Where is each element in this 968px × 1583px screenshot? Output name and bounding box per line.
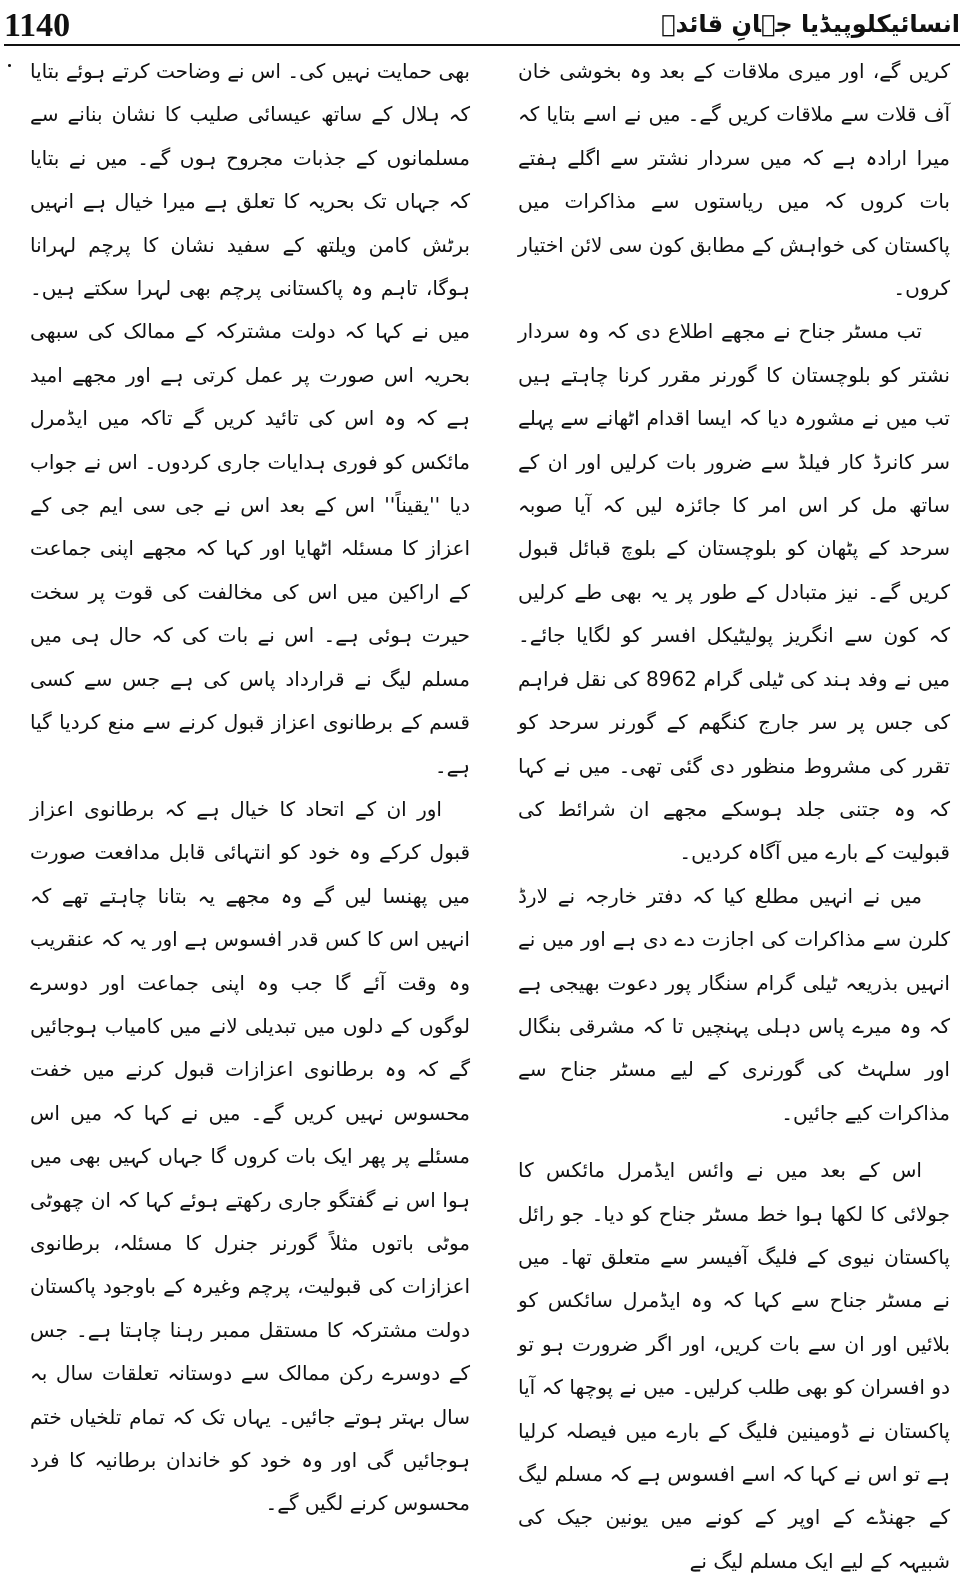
- running-title: انسائیکلوپیڈیا جہانِ قائدؒ: [661, 10, 960, 38]
- margin-dot: [8, 64, 11, 67]
- left-column: [30, 50, 470, 1516]
- paragraph: میں نے انہیں مطلع کیا کہ دفتر خارجہ نے لارڈ کلرن سے مذاکرات کی اجازت دے دی ہے اور میں نے انہیں بذریعہ ٹیلی گرام سنگار پور دعوت بھیجی ہے کہ وہ میرے پاس دہلی پہنچیں تا کہ مشرقی بنگال اور سلہٹ کی گورنری کے لیے مسٹر جناح سے مذاکرات کیے جائیں۔: [518, 883, 950, 1125]
- right-column: [518, 50, 950, 1573]
- paragraph: کریں گے، اور میری ملاقات کے بعد وہ بخوشی خان آف قلات سے ملاقات کریں گے۔ میں نے اسے بتایا کہ میرا ارادہ ہے کہ میں سردار نشتر سے اگلے ہفتے بات کروں کہ میں ریاستوں سے مذاکرات میں پاکستان کی خواہش کے مطابق کون سی لائن اختیار کروں۔: [518, 59, 950, 301]
- page-header: [0, 0, 968, 50]
- paragraph: بھی حمایت نہیں کی۔ اس نے وضاحت کرتے ہوئے بتایا کہ ہلال کے ساتھ عیسائی صلیب کا نشان بنانے سے مسلمانوں کے جذبات مجروح ہوں گے۔ میں نے بتایا کہ جہاں تک بحریہ کا تعلق ہے میرا خیال ہے انہیں برٹش کامن ویلتھ کے سفید نشان کا پرچم لہرانا ہوگا، تاہم وہ پاکستانی پرچم بھی لہرا سکتے ہیں۔ میں نے کہا کہ دولت مشترکہ کے ممالک کی سبھی بحریہ اس صورت پر عمل کرتی ہے اور مجھے امید ہے کہ وہ اس کی تائید کریں گے تاکہ میں ایڈمرل مائکس کو فوری ہدایات جاری کردوں۔ اس نے جواب دیا ''یقیناً'' اس کے بعد اس نے جی سی ایم جی کے اعزاز کا مسئلہ اٹھایا اور کہا کہ مجھے اپنی جماعت کے اراکین میں اس کی مخالفت کی قوت پر سخت حیرت ہوئی ہے۔ اس نے بات کی کہ حال ہی میں مسلم لیگ نے قرارداد پاس کی ہے جس سے کسی قسم کے برطانوی اعزاز قبول کرنے سے منع کردیا گیا ہے۔: [30, 59, 470, 778]
- paragraph: اس کے بعد میں نے وائس ایڈمرل مائکس کا جولائی کا لکھا ہوا خط مسٹر جناح کو دیا۔ جو رائل پاکستان نیوی کے فلیگ آفیسر سے متعلق تھا۔ میں نے مسٹر جناح سے کہا کہ وہ ایڈمرل سائکس کو بلائیں اور ان سے بات کریں، اور اگر ضرورت ہو تو دو افسران کو بھی طلب کرلیں۔ میں نے پوچھا کہ آیا پاکستان نے ڈومینین فلیگ کے بارے میں فیصلہ کرلیا ہے تو اس نے کہا کہ اسے افسوس ہے کہ مسلم لیگ کے جھنڈے کے اوپر کے کونے میں یونین جیک کی شبیہہ کے لیے ایک مسلم لیگ نے: [518, 1158, 950, 1573]
- page-number: 1140: [4, 7, 71, 44]
- paragraph: تب مسٹر جناح نے مجھے اطلاع دی کہ وہ سردار نشتر کو بلوچستان کا گورنر مقرر کرنا چاہتے ہیں تب میں نے مشورہ دیا کہ ایسا اقدام اٹھانے سے پہلے سر کانرڈ کار فیلڈ سے ضرور بات کرلیں اور ان کے ساتھ مل کر اس امر کا جائزہ لیں کہ آیا صوبہ سرحد کے پٹھان کو بلوچستان کے بلوچ قبائل قبول کریں گے۔ نیز متبادل کے طور پر یہ بھی طے کرلیں کہ کون سے انگریز پولیٹیکل افسر کو لگایا جائے۔ میں نے وفد ہند کی ٹیلی گرام 8962 کی نقل فراہم کی جس پر سر جارج کنگھم کے گورنر سرحد کو تقرر کی مشروط منظور دی گئی تھی۔ میں نے کہا کہ وہ جتنی جلد ہوسکے مجھے ان شرائط کی قبولیت کے بارے میں آگاہ کردیں۔: [518, 319, 950, 865]
- header-rule: [4, 44, 960, 46]
- paragraph: اور ان کے اتحاد کا خیال ہے کہ برطانوی اعزاز قبول کرکے وہ خود کو انتہائی قابل مدافعت صورت میں پھنسا لیں گے وہ مجھے یہ بتانا چاہتے تھے کہ انہیں اس کا کس قدر افسوس ہے اور یہ کہ عنقریب وہ وقت آئے گا جب وہ اپنی جماعت اور دوسرے لوگوں کے دلوں میں تبدیلی لانے میں کامیاب ہوجائیں گے کہ وہ برطانوی اعزازات قبول کرنے میں خفت محسوس نہیں کریں گے۔ میں نے کہا کہ میں اس مسئلے پر پھر ایک بات کروں گا جہاں کہیں بھی میں ہوا اس نے گفتگو جاری رکھتے ہوئے کہا کہ ان چھوٹی موٹی باتوں مثلاً گورنر جنرل کا مسئلہ، برطانوی اعزازات کی قبولیت، پرچم وغیرہ کے باوجود پاکستان دولت مشترکہ کا مستقل ممبر رہنا چاہتا ہے۔ جس کے دوسرے رکن ممالک سے دوستانہ تعلقات سال بہ سال بہتر ہوتے جائیں۔ یہاں تک کہ تمام تلخیاں ختم ہوجائیں گی اور وہ خود کو خاندان برطانیہ کا فرد محسوس کرنے لگیں گے۔: [30, 796, 470, 1516]
